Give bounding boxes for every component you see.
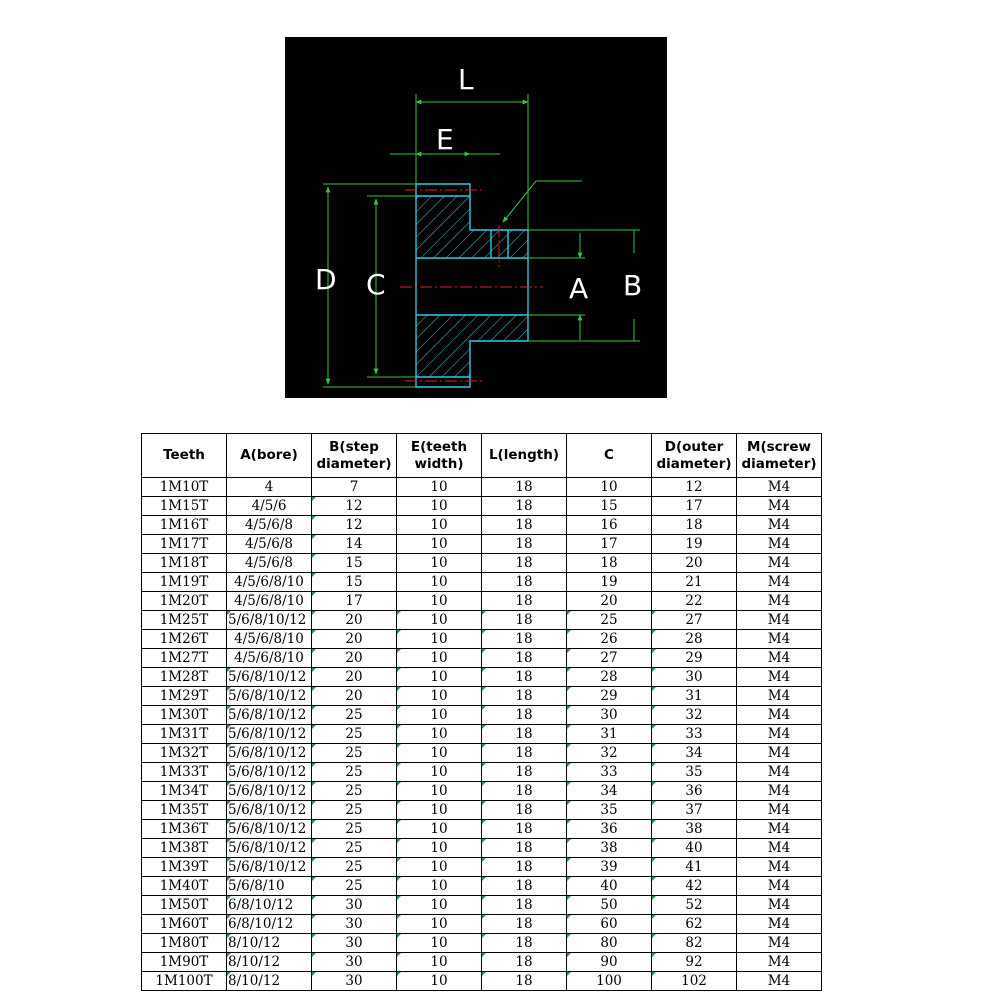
cell-step-diameter: 25 (312, 706, 397, 725)
cell-bore: 4/5/6 (227, 497, 312, 516)
cell-bore: 4/5/6/8/10 (227, 592, 312, 611)
header-step-diameter: B(step diameter) (312, 434, 397, 478)
cell-teeth: 1M39T (142, 858, 227, 877)
table-row (142, 934, 822, 953)
cell-teeth-width: 10 (397, 497, 482, 516)
cell-teeth: 1M30T (142, 706, 227, 725)
cell-teeth: 1M31T (142, 725, 227, 744)
cell-teeth-width: 10 (397, 611, 482, 630)
cell-bore: 4/5/6/8/10 (227, 630, 312, 649)
table-row (142, 877, 822, 896)
cell-teeth: 1M60T (142, 915, 227, 934)
cell-c: 35 (567, 801, 652, 820)
cell-length: 18 (482, 782, 567, 801)
cell-c: 19 (567, 573, 652, 592)
header-outer-diameter: D(outer diameter) (652, 434, 737, 478)
cell-teeth-width: 10 (397, 877, 482, 896)
cell-screw-diameter: M4 (737, 953, 822, 972)
cell-outer-diameter: 18 (652, 516, 737, 535)
cell-c: 17 (567, 535, 652, 554)
cell-c: 60 (567, 915, 652, 934)
cell-screw-diameter: M4 (737, 896, 822, 915)
cell-outer-diameter: 62 (652, 915, 737, 934)
cell-step-diameter: 25 (312, 744, 397, 763)
header-teeth-width: E(teeth width) (397, 434, 482, 478)
cell-screw-diameter: M4 (737, 668, 822, 687)
cell-screw-diameter: M4 (737, 687, 822, 706)
cell-length: 18 (482, 839, 567, 858)
cell-length: 18 (482, 763, 567, 782)
cell-length: 18 (482, 725, 567, 744)
cell-teeth: 1M40T (142, 877, 227, 896)
cell-teeth: 1M90T (142, 953, 227, 972)
table-row (142, 630, 822, 649)
cell-length: 18 (482, 896, 567, 915)
cell-teeth-width: 10 (397, 896, 482, 915)
cell-outer-diameter: 52 (652, 896, 737, 915)
cell-bore: 8/10/12 (227, 972, 312, 991)
cell-bore: 4/5/6/8/10 (227, 649, 312, 668)
cell-teeth-width: 10 (397, 915, 482, 934)
table-row (142, 725, 822, 744)
cell-length: 18 (482, 592, 567, 611)
table-row (142, 478, 822, 497)
cell-teeth: 1M15T (142, 497, 227, 516)
cell-length: 18 (482, 915, 567, 934)
cell-bore: 5/6/8/10/12 (227, 782, 312, 801)
cell-bore: 5/6/8/10/12 (227, 858, 312, 877)
cell-bore: 8/10/12 (227, 953, 312, 972)
cell-teeth: 1M27T (142, 649, 227, 668)
cell-teeth: 1M100T (142, 972, 227, 991)
cell-bore: 5/6/8/10/12 (227, 706, 312, 725)
cell-outer-diameter: 21 (652, 573, 737, 592)
cell-outer-diameter: 22 (652, 592, 737, 611)
cell-step-diameter: 12 (312, 497, 397, 516)
cell-bore: 5/6/8/10/12 (227, 763, 312, 782)
cell-screw-diameter: M4 (737, 554, 822, 573)
dimension-label-e: E (436, 123, 454, 156)
cell-bore: 4 (227, 478, 312, 497)
cell-teeth: 1M33T (142, 763, 227, 782)
table-row (142, 801, 822, 820)
cell-c: 34 (567, 782, 652, 801)
cell-teeth-width: 10 (397, 554, 482, 573)
cell-screw-diameter: M4 (737, 801, 822, 820)
cell-length: 18 (482, 801, 567, 820)
cell-teeth: 1M20T (142, 592, 227, 611)
cell-bore: 4/5/6/8 (227, 554, 312, 573)
cell-c: 29 (567, 687, 652, 706)
cell-length: 18 (482, 706, 567, 725)
table-body (142, 478, 822, 991)
cell-c: 10 (567, 478, 652, 497)
cell-outer-diameter: 92 (652, 953, 737, 972)
table-row (142, 953, 822, 972)
cell-length: 18 (482, 820, 567, 839)
cell-length: 18 (482, 953, 567, 972)
cell-c: 90 (567, 953, 652, 972)
cell-screw-diameter: M4 (737, 915, 822, 934)
cell-teeth-width: 10 (397, 687, 482, 706)
cell-outer-diameter: 38 (652, 820, 737, 839)
table-row (142, 611, 822, 630)
pulley-dimension-drawing (285, 37, 667, 398)
cell-bore: 4/5/6/8 (227, 535, 312, 554)
cell-outer-diameter: 40 (652, 839, 737, 858)
header-bore: A(bore) (227, 434, 312, 478)
cell-c: 20 (567, 592, 652, 611)
cell-outer-diameter: 19 (652, 535, 737, 554)
cell-outer-diameter: 12 (652, 478, 737, 497)
cell-outer-diameter: 20 (652, 554, 737, 573)
cell-bore: 5/6/8/10/12 (227, 801, 312, 820)
cell-c: 36 (567, 820, 652, 839)
cell-step-diameter: 20 (312, 611, 397, 630)
cell-step-diameter: 7 (312, 478, 397, 497)
cell-c: 31 (567, 725, 652, 744)
cell-screw-diameter: M4 (737, 877, 822, 896)
cell-c: 80 (567, 934, 652, 953)
cell-length: 18 (482, 497, 567, 516)
table-row (142, 915, 822, 934)
table-row (142, 744, 822, 763)
table-row (142, 896, 822, 915)
cell-step-diameter: 25 (312, 801, 397, 820)
cell-teeth-width: 10 (397, 763, 482, 782)
cell-bore: 5/6/8/10 (227, 877, 312, 896)
cell-c: 40 (567, 877, 652, 896)
cell-teeth: 1M17T (142, 535, 227, 554)
cell-screw-diameter: M4 (737, 706, 822, 725)
cell-c: 16 (567, 516, 652, 535)
cell-bore: 5/6/8/10/12 (227, 668, 312, 687)
cell-screw-diameter: M4 (737, 763, 822, 782)
cell-teeth-width: 10 (397, 782, 482, 801)
table-row (142, 516, 822, 535)
table-row (142, 763, 822, 782)
cell-length: 18 (482, 858, 567, 877)
cell-length: 18 (482, 972, 567, 991)
cell-c: 15 (567, 497, 652, 516)
cell-length: 18 (482, 934, 567, 953)
cell-outer-diameter: 27 (652, 611, 737, 630)
cell-length: 18 (482, 554, 567, 573)
cell-teeth-width: 10 (397, 839, 482, 858)
cell-step-diameter: 20 (312, 649, 397, 668)
cell-length: 18 (482, 516, 567, 535)
cell-teeth-width: 10 (397, 706, 482, 725)
cell-teeth: 1M10T (142, 478, 227, 497)
header-teeth: Teeth (142, 434, 227, 478)
cell-teeth: 1M34T (142, 782, 227, 801)
cell-screw-diameter: M4 (737, 744, 822, 763)
cell-teeth-width: 10 (397, 820, 482, 839)
cell-outer-diameter: 36 (652, 782, 737, 801)
cell-c: 50 (567, 896, 652, 915)
cell-step-diameter: 30 (312, 915, 397, 934)
cell-teeth: 1M80T (142, 934, 227, 953)
cell-teeth-width: 10 (397, 953, 482, 972)
cell-outer-diameter: 37 (652, 801, 737, 820)
cell-teeth: 1M50T (142, 896, 227, 915)
cell-length: 18 (482, 630, 567, 649)
cell-teeth: 1M28T (142, 668, 227, 687)
table-row (142, 687, 822, 706)
cell-outer-diameter: 41 (652, 858, 737, 877)
cell-teeth-width: 10 (397, 516, 482, 535)
dimension-label-b: B (623, 269, 643, 302)
cell-screw-diameter: M4 (737, 611, 822, 630)
cell-teeth-width: 10 (397, 535, 482, 554)
cell-bore: 4/5/6/8/10 (227, 573, 312, 592)
cell-teeth: 1M19T (142, 573, 227, 592)
cell-teeth-width: 10 (397, 744, 482, 763)
cell-screw-diameter: M4 (737, 839, 822, 858)
cell-length: 18 (482, 649, 567, 668)
cell-bore: 6/8/10/12 (227, 896, 312, 915)
cell-teeth: 1M26T (142, 630, 227, 649)
cell-step-diameter: 25 (312, 782, 397, 801)
cell-length: 18 (482, 573, 567, 592)
cell-outer-diameter: 28 (652, 630, 737, 649)
table-row (142, 668, 822, 687)
cell-step-diameter: 20 (312, 668, 397, 687)
cell-c: 39 (567, 858, 652, 877)
cell-bore: 8/10/12 (227, 934, 312, 953)
cell-length: 18 (482, 687, 567, 706)
cell-outer-diameter: 33 (652, 725, 737, 744)
cell-screw-diameter: M4 (737, 592, 822, 611)
cell-teeth: 1M38T (142, 839, 227, 858)
cell-teeth: 1M29T (142, 687, 227, 706)
dimension-label-l: L (458, 63, 474, 96)
cell-screw-diameter: M4 (737, 478, 822, 497)
cell-c: 33 (567, 763, 652, 782)
cell-step-diameter: 25 (312, 839, 397, 858)
cell-teeth-width: 10 (397, 478, 482, 497)
cell-outer-diameter: 35 (652, 763, 737, 782)
dimension-label-c: C (366, 268, 386, 301)
cell-teeth-width: 10 (397, 668, 482, 687)
table-header-row (142, 434, 822, 478)
cell-bore: 6/8/10/12 (227, 915, 312, 934)
table-row (142, 554, 822, 573)
cell-screw-diameter: M4 (737, 535, 822, 554)
header-screw-diameter: M(screw diameter) (737, 434, 822, 478)
cell-step-diameter: 25 (312, 725, 397, 744)
cell-c: 38 (567, 839, 652, 858)
table-row (142, 497, 822, 516)
cell-outer-diameter: 82 (652, 934, 737, 953)
cell-c: 18 (567, 554, 652, 573)
cell-screw-diameter: M4 (737, 858, 822, 877)
cell-length: 18 (482, 478, 567, 497)
cell-bore: 5/6/8/10/12 (227, 839, 312, 858)
cell-outer-diameter: 34 (652, 744, 737, 763)
cell-bore: 5/6/8/10/12 (227, 820, 312, 839)
cell-c: 26 (567, 630, 652, 649)
cell-c: 32 (567, 744, 652, 763)
table-row (142, 820, 822, 839)
cell-teeth-width: 10 (397, 972, 482, 991)
cell-outer-diameter: 31 (652, 687, 737, 706)
cell-screw-diameter: M4 (737, 516, 822, 535)
cell-c: 30 (567, 706, 652, 725)
cell-outer-diameter: 30 (652, 668, 737, 687)
cell-c: 27 (567, 649, 652, 668)
cell-outer-diameter: 102 (652, 972, 737, 991)
cell-teeth: 1M32T (142, 744, 227, 763)
cell-teeth-width: 10 (397, 630, 482, 649)
cell-step-diameter: 30 (312, 953, 397, 972)
pulley-spec-table (141, 433, 822, 991)
cell-bore: 5/6/8/10/12 (227, 744, 312, 763)
cell-length: 18 (482, 668, 567, 687)
cell-screw-diameter: M4 (737, 934, 822, 953)
cell-teeth-width: 10 (397, 649, 482, 668)
cell-step-diameter: 30 (312, 896, 397, 915)
cell-teeth-width: 10 (397, 934, 482, 953)
cell-outer-diameter: 32 (652, 706, 737, 725)
cell-screw-diameter: M4 (737, 972, 822, 991)
table-row (142, 858, 822, 877)
table-row (142, 592, 822, 611)
cell-screw-diameter: M4 (737, 782, 822, 801)
cell-step-diameter: 14 (312, 535, 397, 554)
cell-step-diameter: 20 (312, 630, 397, 649)
cell-teeth: 1M16T (142, 516, 227, 535)
cell-screw-diameter: M4 (737, 573, 822, 592)
cell-length: 18 (482, 535, 567, 554)
cell-c: 25 (567, 611, 652, 630)
cell-screw-diameter: M4 (737, 630, 822, 649)
cell-step-diameter: 30 (312, 972, 397, 991)
cell-step-diameter: 15 (312, 554, 397, 573)
cell-step-diameter: 17 (312, 592, 397, 611)
cell-teeth: 1M25T (142, 611, 227, 630)
cell-bore: 5/6/8/10/12 (227, 725, 312, 744)
header-length: L(length) (482, 434, 567, 478)
cell-bore: 4/5/6/8 (227, 516, 312, 535)
table-row (142, 535, 822, 554)
cell-teeth: 1M18T (142, 554, 227, 573)
cell-teeth-width: 10 (397, 592, 482, 611)
dimension-label-a: A (569, 272, 589, 305)
table-row (142, 706, 822, 725)
cell-step-diameter: 20 (312, 687, 397, 706)
cell-c: 28 (567, 668, 652, 687)
cell-step-diameter: 30 (312, 934, 397, 953)
cell-teeth-width: 10 (397, 725, 482, 744)
cell-step-diameter: 12 (312, 516, 397, 535)
table-row (142, 972, 822, 991)
table-row (142, 782, 822, 801)
cell-step-diameter: 25 (312, 763, 397, 782)
cell-screw-diameter: M4 (737, 649, 822, 668)
table-row (142, 649, 822, 668)
table-row (142, 839, 822, 858)
cell-bore: 5/6/8/10/12 (227, 687, 312, 706)
cell-teeth-width: 10 (397, 801, 482, 820)
cell-outer-diameter: 29 (652, 649, 737, 668)
cell-step-diameter: 25 (312, 858, 397, 877)
header-c: C (567, 434, 652, 478)
cell-step-diameter: 15 (312, 573, 397, 592)
cell-length: 18 (482, 877, 567, 896)
dimension-label-d: D (315, 263, 337, 296)
cell-screw-diameter: M4 (737, 497, 822, 516)
table-row (142, 573, 822, 592)
cell-length: 18 (482, 611, 567, 630)
cell-step-diameter: 25 (312, 820, 397, 839)
cell-outer-diameter: 17 (652, 497, 737, 516)
cell-teeth: 1M36T (142, 820, 227, 839)
cell-length: 18 (482, 744, 567, 763)
cell-c: 100 (567, 972, 652, 991)
cell-bore: 5/6/8/10/12 (227, 611, 312, 630)
cell-outer-diameter: 42 (652, 877, 737, 896)
cell-teeth-width: 10 (397, 573, 482, 592)
cell-step-diameter: 25 (312, 877, 397, 896)
cell-screw-diameter: M4 (737, 820, 822, 839)
cell-teeth-width: 10 (397, 858, 482, 877)
cell-teeth: 1M35T (142, 801, 227, 820)
cell-screw-diameter: M4 (737, 725, 822, 744)
